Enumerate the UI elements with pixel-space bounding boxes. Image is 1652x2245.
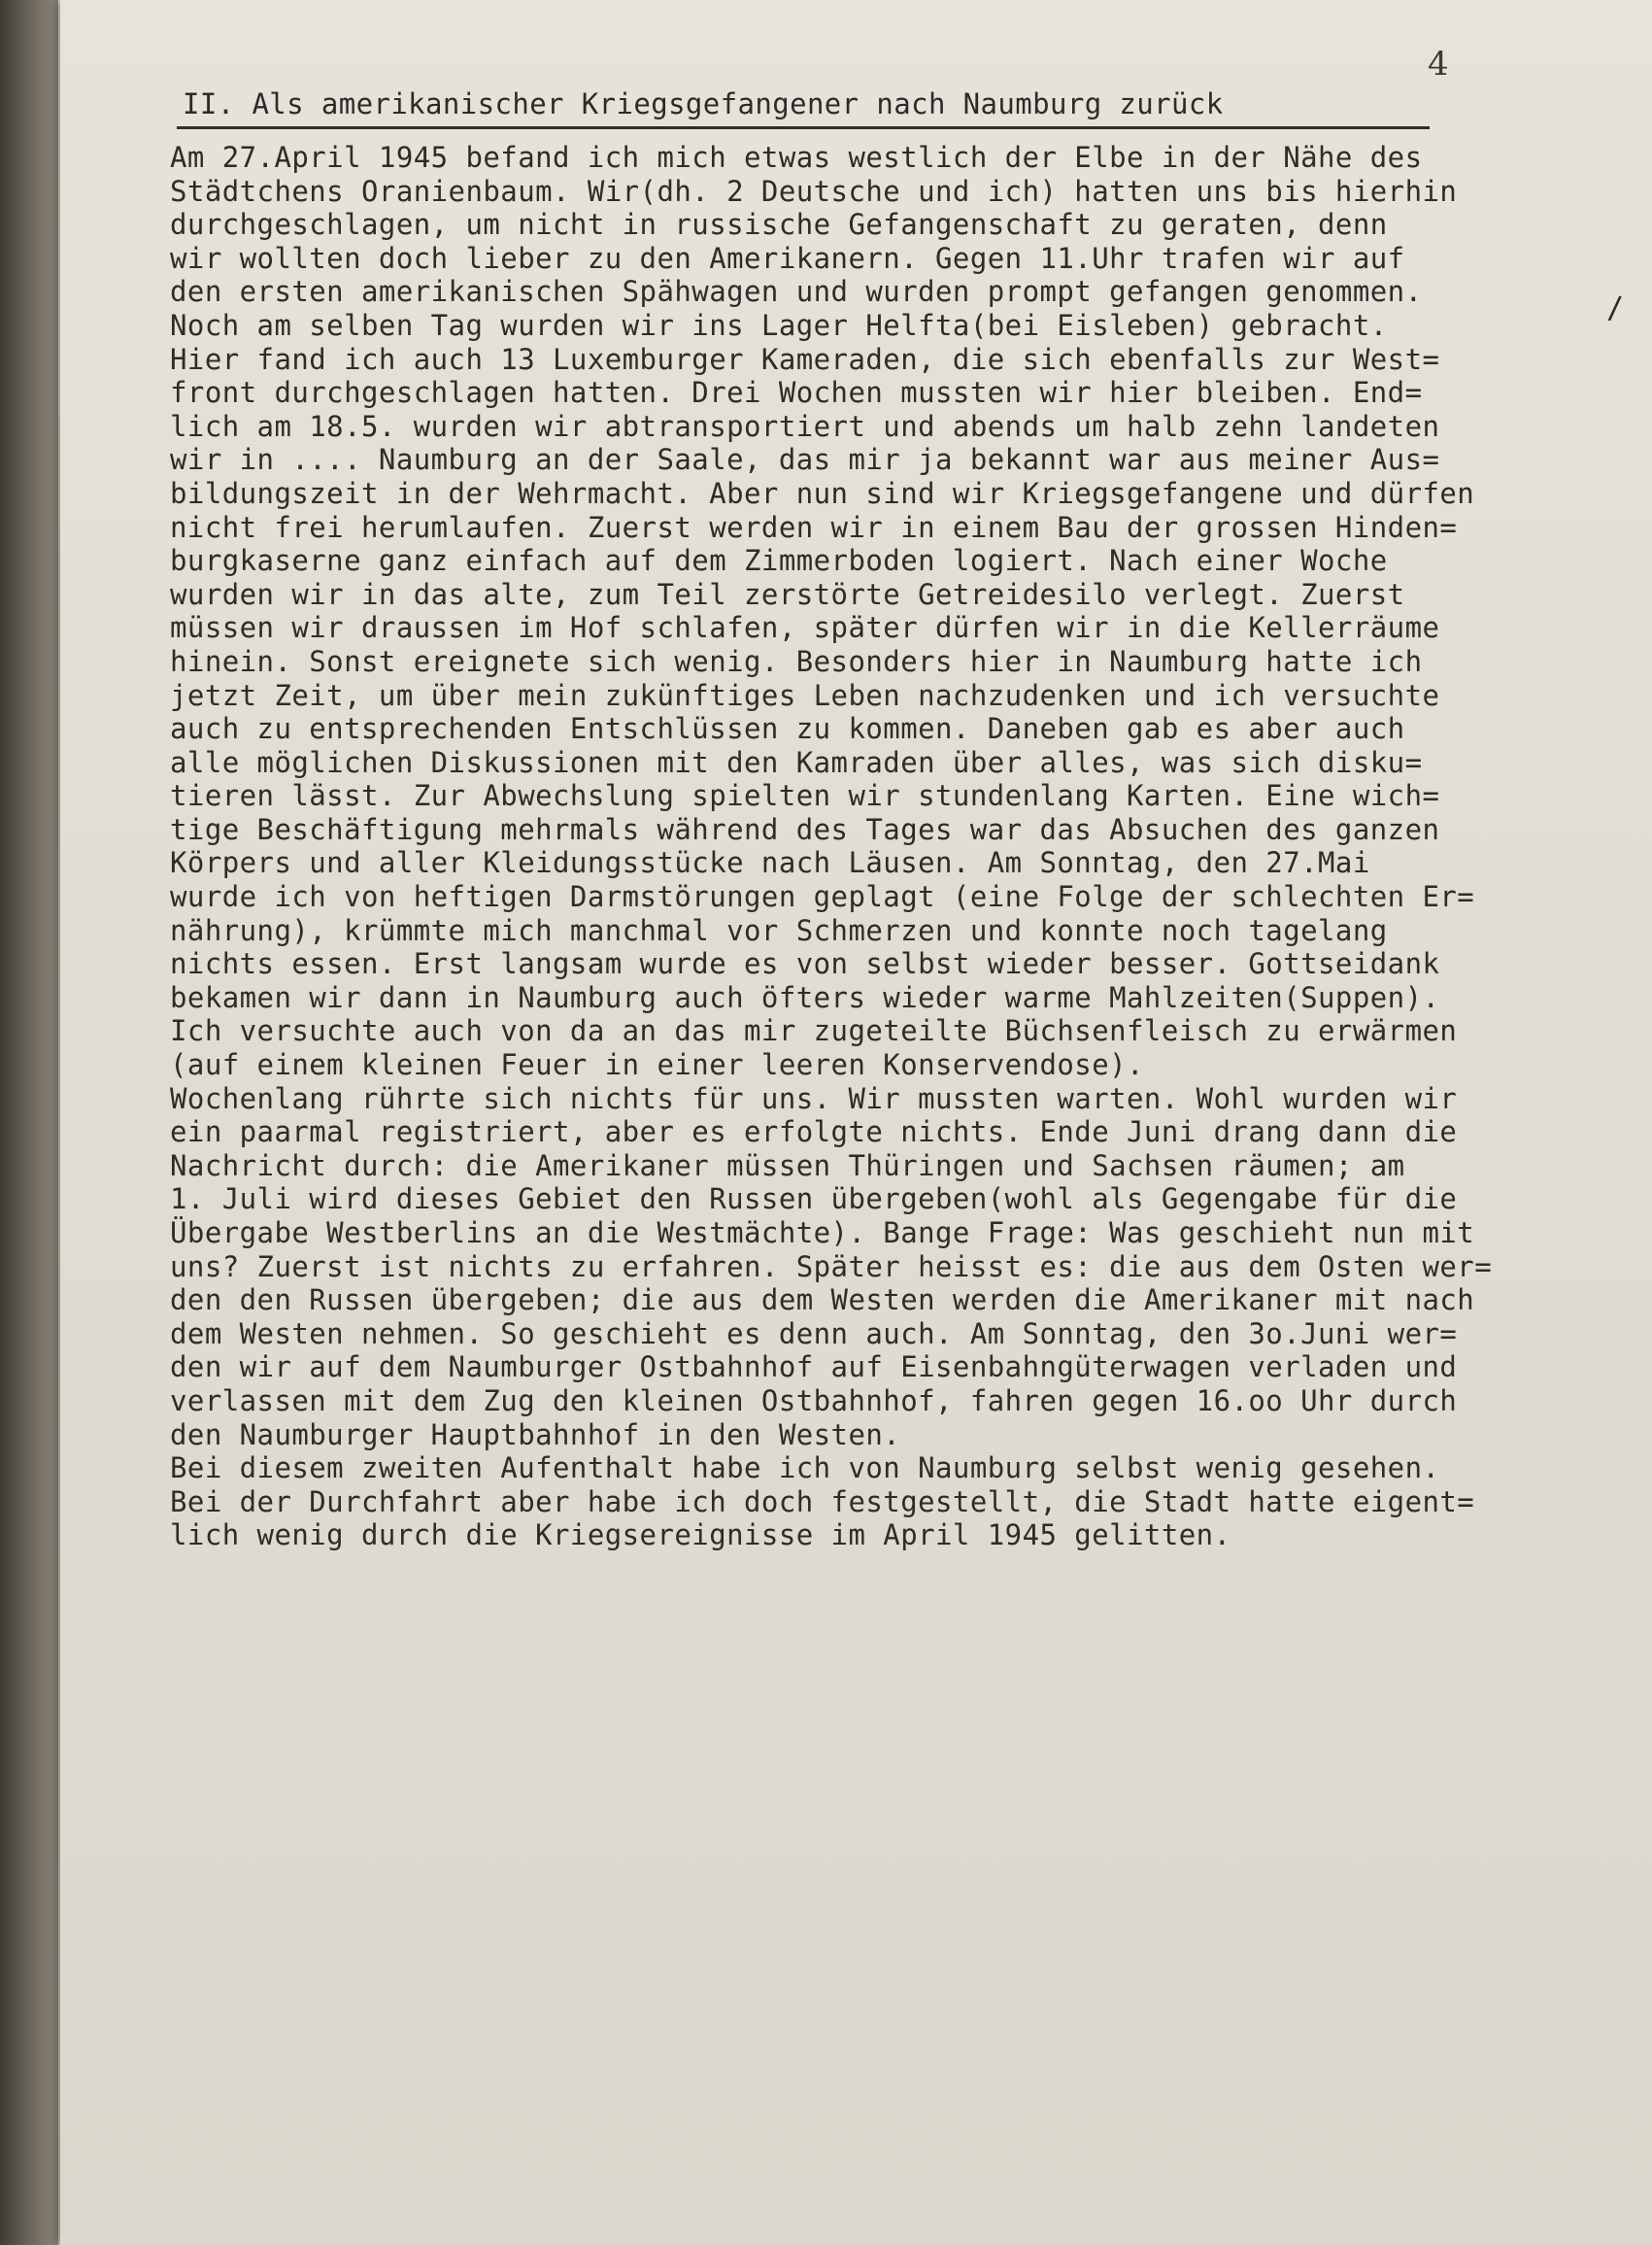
text-line: nichts essen. Erst langsam wurde es von selbst wieder besser. Gottseidank [170, 947, 1440, 981]
body-text [170, 141, 1652, 1552]
text-line: Noch am selben Tag wurden wir ins Lager Helfta(bei Eisleben) gebracht. [170, 308, 1388, 342]
text-line: front durchgeschlagen hatten. Drei Wochen mussten wir hier bleiben. End= [170, 376, 1423, 410]
text-line: durchgeschlagen, um nicht in russische Gefangenschaft zu geraten, denn [170, 208, 1388, 242]
text-line: den Naumburger Hauptbahnhof in den Westen. [170, 1417, 901, 1451]
backdrop-shadow [0, 0, 58, 2245]
text-line: uns? Zuerst ist nichts zu erfahren. Später heisst es: die aus dem Osten wer= [170, 1249, 1493, 1283]
section-heading: II. Als amerikanischer Kriegsgefangener nach Naumburg zurück [183, 87, 1224, 120]
margin-mark: / [1606, 291, 1625, 325]
heading-underline [177, 126, 1430, 129]
text-line: Städtchens Oranienbaum. Wir(dh. 2 Deutsche und ich) hatten uns bis hierhin [170, 174, 1458, 208]
text-line: den wir auf dem Naumburger Ostbahnhof auf Eisenbahngüterwagen verladen und [170, 1350, 1458, 1384]
text-line: nährung), krümmte mich manchmal vor Schmerzen und konnte noch tagelang [170, 913, 1388, 947]
text-line: (auf einem kleinen Feuer in einer leeren Konservendose). [170, 1048, 1144, 1082]
text-line: alle möglichen Diskussionen mit den Kamraden über alles, was sich disku= [170, 745, 1423, 779]
page-number: 4 [1428, 45, 1449, 84]
text-line: verlassen mit dem Zug den kleinen Ostbahnhof, fahren gegen 16.oo Uhr durch [170, 1383, 1458, 1417]
text-line: hinein. Sonst ereignete sich wenig. Besonders hier in Naumburg hatte ich [170, 644, 1423, 678]
text-line: bekamen wir dann in Naumburg auch öfters wieder warme Mahlzeiten(Suppen). [170, 980, 1440, 1014]
text-line: jetzt Zeit, um über mein zukünftiges Leben nachzudenken und ich versuchte [170, 678, 1440, 712]
typed-page [60, 0, 1652, 2245]
text-line: lich wenig durch die Kriegsereignisse im April 1945 gelitten. [170, 1518, 1231, 1552]
text-line: nicht frei herumlaufen. Zuerst werden wir in einem Bau der grossen Hinden= [170, 510, 1458, 544]
text-line: ein paarmal registriert, aber es erfolgte nichts. Ende Juni drang dann die [170, 1115, 1458, 1149]
text-line: Am 27.April 1945 befand ich mich etwas westlich der Elbe in der Nähe des [170, 141, 1423, 174]
text-line: Wochenlang rührte sich nichts für uns. Wir mussten warten. Wohl wurden wir [170, 1081, 1458, 1115]
text-line: müssen wir draussen im Hof schlafen, später dürfen wir in die Kellerräume [170, 611, 1440, 645]
text-line: Nachricht durch: die Amerikaner müssen Thüringen und Sachsen räumen; am [170, 1148, 1405, 1182]
text-line: tige Beschäftigung mehrmals während des Tages war das Absuchen des ganzen [170, 812, 1440, 846]
text-line: lich am 18.5. wurden wir abtransportiert und abends um halb zehn landeten [170, 409, 1440, 443]
text-line: bildungszeit in der Wehrmacht. Aber nun sind wir Kriegsgefangene und dürfen [170, 476, 1475, 510]
text-line: wir in .... Naumburg an der Saale, das mir ja bekannt war aus meiner Aus= [170, 443, 1440, 477]
text-line: den ersten amerikanischen Spähwagen und wurden prompt gefangen genommen. [170, 275, 1423, 309]
text-line: auch zu entsprechenden Entschlüssen zu kommen. Daneben gab es aber auch [170, 712, 1405, 746]
text-line: den den Russen übergeben; die aus dem Westen werden die Amerikaner mit nach [170, 1283, 1475, 1317]
text-line: 1. Juli wird dieses Gebiet den Russen übergeben(wohl als Gegengabe für die [170, 1182, 1458, 1216]
text-line: Hier fand ich auch 13 Luxemburger Kameraden, die sich ebenfalls zur West= [170, 342, 1440, 376]
text-line: Körpers und aller Kleidungsstücke nach Läusen. Am Sonntag, den 27.Mai [170, 846, 1370, 880]
text-line: Ich versuchte auch von da an das mir zugeteilte Büchsenfleisch zu erwärmen [170, 1014, 1458, 1048]
text-line: Bei diesem zweiten Aufenthalt habe ich von Naumburg selbst wenig gesehen. [170, 1451, 1440, 1485]
text-line: wir wollten doch lieber zu den Amerikanern. Gegen 11.Uhr trafen wir auf [170, 241, 1405, 275]
text-line: Bei der Durchfahrt aber habe ich doch festgestellt, die Stadt hatte eigent= [170, 1484, 1475, 1518]
text-line: dem Westen nehmen. So geschieht es denn auch. Am Sonntag, den 3o.Juni wer= [170, 1316, 1458, 1350]
text-line: tieren lässt. Zur Abwechslung spielten wir stundenlang Karten. Eine wich= [170, 779, 1440, 813]
text-line: wurde ich von heftigen Darmstörungen geplagt (eine Folge der schlechten Er= [170, 880, 1475, 914]
text-line: wurden wir in das alte, zum Teil zerstörte Getreidesilo verlegt. Zuerst [170, 577, 1405, 611]
text-line: Übergabe Westberlins an die Westmächte). Bange Frage: Was geschieht nun mit [170, 1216, 1475, 1249]
text-line: burgkaserne ganz einfach auf dem Zimmerboden logiert. Nach einer Woche [170, 544, 1388, 578]
